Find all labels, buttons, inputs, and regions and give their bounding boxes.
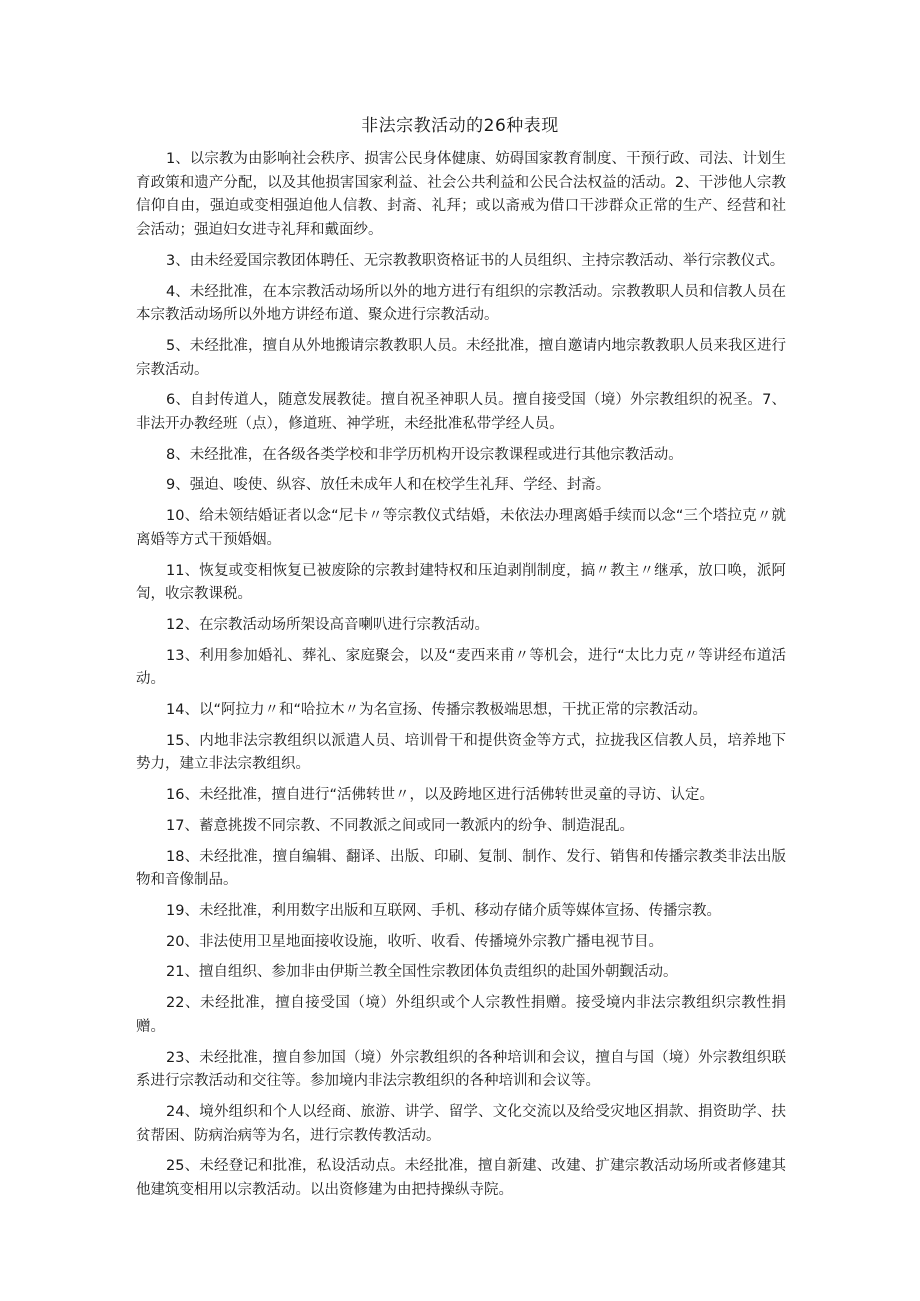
document-title: 非法宗教活动的26种表现 xyxy=(361,116,559,136)
paragraph: 15、内地非法宗教组织以派遣人员、培训骨干和提供资金等方式，拉拢我区信教人员，培养地下势力，建立非法宗教组织。 xyxy=(136,732,786,773)
paragraph: 13、利用参加婚礼、葬礼、家庭聚会，以及“麦西来甫〃等机会，进行“太比力克〃等讲经布道活动。 xyxy=(136,647,786,688)
paragraph: 11、恢复或变相恢复已被废除的宗教封建特权和压迫剥削制度，搞〃教主〃继承，放口唤，派阿訇，收宗教课税。 xyxy=(136,562,786,603)
paragraph: 8、未经批准，在各级各类学校和非学历机构开设宗教课程或进行其他宗教活动。 xyxy=(166,446,683,463)
document-body xyxy=(136,148,786,1210)
paragraph: 17、蓄意挑拨不同宗教、不同教派之间或同一教派内的纷争、制造混乱。 xyxy=(166,817,634,834)
paragraph: 20、非法使用卫星地面接收设施，收听、收看、传播境外宗教广播电视节目。 xyxy=(166,933,663,950)
paragraph: 3、由未经爱国宗教团体聘任、无宗教教职资格证书的人员组织、主持宗教活动、举行宗教仪式。 xyxy=(166,252,785,269)
paragraph: 1、以宗教为由影响社会秩序、损害公民身体健康、妨碍国家教育制度、干预行政、司法、计划生育政策和遗产分配，以及其他损害国家利益、社会公共利益和公民合法权益的活动。2、干涉他人宗教信仰自由，强迫或变相强迫他人信教、封斋、礼拜；或以斋戒为借口干涉群众正常的生产、经营和社会活动；强迫妇女进寺礼拜和戴面纱。 xyxy=(136,151,786,239)
paragraph: 12、在宗教活动场所架设高音喇叭进行宗教活动。 xyxy=(166,616,489,633)
paragraph: 22、未经批准，擅自接受国（境）外组织或个人宗教性捐赠。接受境内非法宗教组织宗教性捐赠。 xyxy=(136,995,786,1035)
paragraph: 9、强迫、唆使、纵容、放任未成年人和在校学生礼拜、学经、封斋。 xyxy=(166,477,611,494)
paragraph: 19、未经批准，利用数字出版和互联网、手机、移动存储介质等媒体宣扬、传播宗教。 xyxy=(166,902,721,919)
paragraph: 5、未经批准，擅自从外地搬请宗教教职人员。未经批准，擅自邀请内地宗教教职人员来我区进行宗教活动。 xyxy=(136,337,786,378)
paragraph: 6、自封传道人，随意发展教徒。擅自祝圣神职人员。擅自接受国（境）外宗教组织的祝圣。7、非法开办教经班（点），修道班、神学班，未经批准私带学经人员。 xyxy=(136,392,786,433)
paragraph: 18、未经批准，擅自编辑、翻译、出版、印刷、复制、制作、发行、销售和传播宗教类非法出版物和音像制品。 xyxy=(136,848,786,889)
paragraph: 10、给未领结婚证者以念“尼卡〃等宗教仪式结婚，未依法办理离婚手续而以念“三个塔拉克〃就离婚等方式干预婚姻。 xyxy=(136,508,786,548)
paragraph: 23、未经批准，擅自参加国（境）外宗教组织的各种培训和会议，擅自与国（境）外宗教组织联系进行宗教活动和交往等。参加境内非法宗教组织的各种培训和会议等。 xyxy=(136,1049,786,1090)
paragraph: 16、未经批准，擅自进行“活佛转世〃，以及跨地区进行活佛转世灵童的寻访、认定。 xyxy=(166,787,714,804)
paragraph: 21、擅自组织、参加非由伊斯兰教全国性宗教团体负责组织的赴国外朝觐活动。 xyxy=(166,964,678,981)
paragraph: 4、未经批准，在本宗教活动场所以外的地方进行有组织的宗教活动。宗教教职人员和信教人员在本宗教活动场所以外地方讲经布道、聚众进行宗教活动。 xyxy=(136,283,786,324)
paragraph: 14、以“阿拉力〃和“哈拉木〃为名宣扬、传播宗教极端思想，干扰正常的宗教活动。 xyxy=(166,702,707,719)
paragraph: 25、未经登记和批准，私设活动点。未经批准，擅自新建、改建、扩建宗教活动场所或者修建其他建筑变相用以宗教活动。以出资修建为由把持操纵寺院。 xyxy=(136,1158,786,1199)
paragraph: 24、境外组织和个人以经商、旅游、讲学、留学、文化交流以及给受灾地区捐款、捐资助学、扶贫帮困、防病治病等为名，进行宗教传教活动。 xyxy=(136,1103,786,1144)
